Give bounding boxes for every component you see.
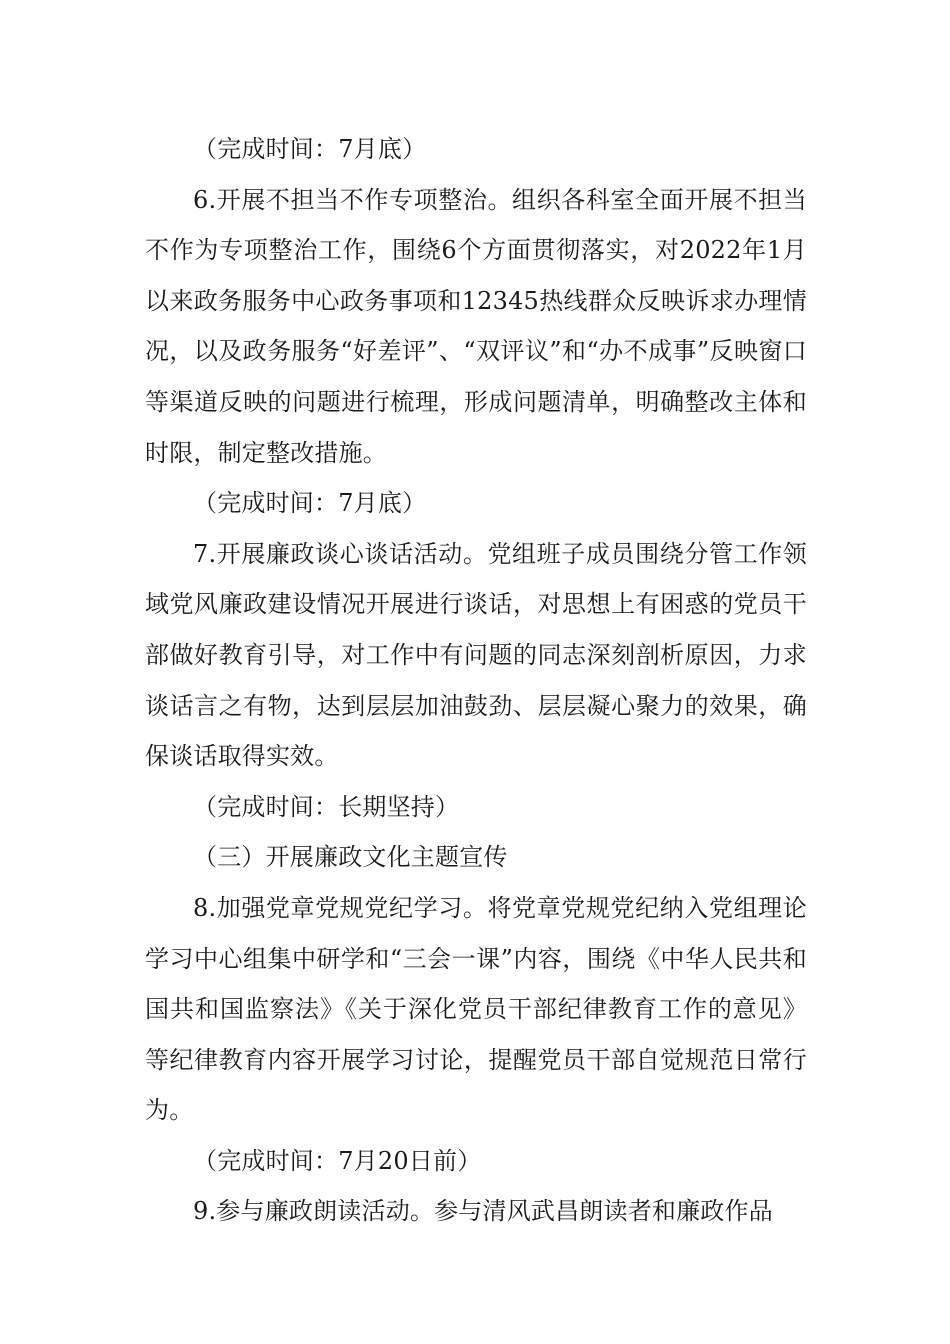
- completion-time-note: （完成时间：7月底）: [193, 489, 427, 518]
- item-9-paragraph: 9.参与廉政朗读活动。参与清风武昌朗读者和廉政作品: [193, 1197, 773, 1226]
- item-6-paragraph: 6.开展不担当不作专项整治。组织各科室全面开展不担当不作为专项整治工作，围绕6个方面贯彻落实，对2022年1月以来政务服务中心政务事项和12345热线群众反映诉求办理情况，以及政务服务“好差评”、“双评议”和“办不成事”反映窗口等渠道反映的问题进行梳理，形成问题清单，明确整改主体和时限，制定整改措施。: [145, 185, 807, 467]
- item-7-paragraph: 7.开展廉政谈心谈话活动。党组班子成员围绕分管工作领域党风廉政建设情况开展进行谈话，对思想上有困惑的党员干部做好教育引导，对工作中有问题的同志深刻剖析原因，力求谈话言之有物，达到层层加油鼓劲、层层凝心聚力的效果，确保谈话取得实效。: [145, 539, 807, 771]
- completion-time-note: （完成时间：7月20日前）: [193, 1146, 482, 1175]
- document-body: [145, 124, 807, 1237]
- section-heading: （三）开展廉政文化主题宣传: [193, 843, 508, 872]
- completion-time-note: （完成时间：长期坚持）: [193, 792, 460, 821]
- completion-time-note: （完成时间：7月底）: [193, 135, 427, 163]
- item-8-paragraph: 8.加强党章党规党纪学习。将党章党规党纪纳入党组理论学习中心组集中研学和“三会一课”内容，围绕《中华人民共和国共和国监察法》《关于深化党员干部纪律教育工作的意见》等纪律教育内容开展学习讨论，提醒党员干部自觉规范日常行为。: [145, 893, 807, 1125]
